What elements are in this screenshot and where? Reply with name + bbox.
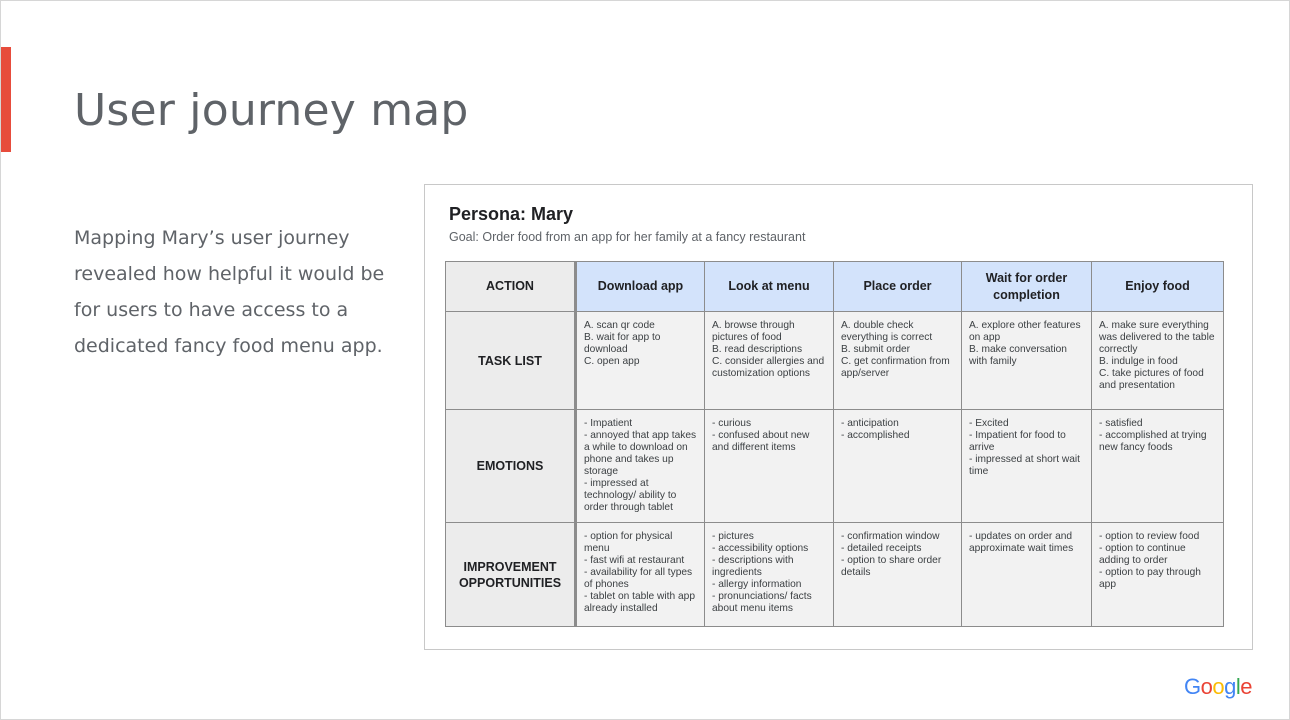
cell-line: - updates on order and approximate wait times xyxy=(969,531,1074,554)
cell-line: - option to review food xyxy=(1099,531,1200,542)
logo-letter: o xyxy=(1212,674,1225,699)
cell-line: - impressed at short wait time xyxy=(969,454,1080,477)
cell-line: - accessibility options xyxy=(712,543,809,554)
cell-line: - confirmation window xyxy=(841,531,940,542)
cell-line: - satisfied xyxy=(1099,418,1143,429)
table-row xyxy=(446,523,1224,627)
table-cell xyxy=(705,312,834,410)
cell-line: - tablet on table with app already installed xyxy=(584,591,696,614)
table-cell xyxy=(962,523,1092,627)
cell-line: - Impatient for food to arrive xyxy=(969,430,1066,453)
row-label-improvement-opportunities: IMPROVEMENT OPPORTUNITIES xyxy=(446,523,576,627)
logo-letter: o xyxy=(1200,674,1213,699)
table-cell xyxy=(962,410,1092,523)
logo-letter: G xyxy=(1183,674,1201,699)
cell-line: - accomplished at trying new fancy foods xyxy=(1099,430,1207,453)
header-action: ACTION xyxy=(446,262,576,312)
cell-line: - descriptions with ingredients xyxy=(712,555,794,578)
table-cell xyxy=(1092,410,1224,523)
google-logo xyxy=(1184,674,1252,700)
logo-letter: e xyxy=(1240,674,1252,699)
cell-line: - accomplished xyxy=(841,430,910,441)
cell-line: B. indulge in food xyxy=(1099,356,1178,367)
table-row xyxy=(446,410,1224,523)
table-cell xyxy=(834,312,962,410)
table-cell xyxy=(834,523,962,627)
cell-line: - pronunciations/ facts about menu items xyxy=(712,591,812,614)
header-enjoy-food: Enjoy food xyxy=(1092,262,1224,312)
cell-line: - fast wifi at restaurant xyxy=(584,555,685,566)
cell-line: - Excited xyxy=(969,418,1009,429)
cell-line: - Impatient xyxy=(584,418,633,429)
cell-line: - option for physical menu xyxy=(584,531,673,554)
persona-title: Persona: Mary xyxy=(449,204,574,224)
cell-line: B. make conversation with family xyxy=(969,344,1067,367)
cell-line: A. make sure everything was delivered to the table correctly xyxy=(1099,320,1215,355)
cell-line: - option to continue adding to order xyxy=(1099,543,1186,566)
cell-line: - option to share order details xyxy=(841,555,942,578)
cell-line: B. submit order xyxy=(841,344,911,355)
cell-line: B. wait for app to download xyxy=(584,332,661,355)
header-place-order: Place order xyxy=(834,262,962,312)
table-cell xyxy=(1092,523,1224,627)
slide-title: User journey map xyxy=(74,85,469,136)
title-accent-bar xyxy=(1,47,11,152)
row-label-task-list: TASK LIST xyxy=(446,312,576,410)
cell-line: - option to pay through app xyxy=(1099,567,1201,590)
cell-line: - annoyed that app takes a while to download on phone and takes up storage xyxy=(584,430,697,477)
table-cell xyxy=(576,523,705,627)
cell-line: A. double check everything is correct xyxy=(841,320,933,343)
slide-description: Mapping Mary’s user journey revealed how helpful it would be for users to have access to a dedicated fancy food menu app. xyxy=(74,227,385,357)
journey-map-figure xyxy=(424,184,1253,650)
cell-line: - availability for all types of phones xyxy=(584,567,693,590)
cell-line: C. take pictures of food and presentation xyxy=(1099,368,1204,391)
cell-line: A. scan qr code xyxy=(584,320,655,331)
cell-line: - allergy information xyxy=(712,579,802,590)
cell-line: B. read descriptions xyxy=(712,344,803,355)
header-wait-for-order: Wait for order completion xyxy=(962,262,1092,312)
cell-line: - pictures xyxy=(712,531,754,542)
table-cell xyxy=(576,410,705,523)
table-row xyxy=(446,312,1224,410)
table-cell xyxy=(962,312,1092,410)
persona-goal: Goal: Order food from an app for her family at a fancy restaurant xyxy=(449,230,806,244)
header-download-app: Download app xyxy=(576,262,705,312)
table-cell xyxy=(1092,312,1224,410)
cell-line: A. explore other features on app xyxy=(969,320,1081,343)
table-cell xyxy=(576,312,705,410)
header-look-at-menu: Look at menu xyxy=(705,262,834,312)
cell-line: - confused about new and different items xyxy=(712,430,810,453)
table-cell xyxy=(705,410,834,523)
cell-line: C. consider allergies and customization options xyxy=(712,356,825,379)
cell-line: - detailed receipts xyxy=(841,543,922,554)
cell-line: - impressed at technology/ ability to order through tablet xyxy=(584,478,677,513)
journey-map-table xyxy=(445,261,1224,627)
logo-letter: l xyxy=(1235,674,1241,699)
cell-line: C. open app xyxy=(584,356,640,367)
cell-line: C. get confirmation from app/server xyxy=(841,356,950,379)
row-label-emotions: EMOTIONS xyxy=(446,410,576,523)
logo-letter: g xyxy=(1224,674,1236,699)
table-cell xyxy=(834,410,962,523)
cell-line: - anticipation xyxy=(841,418,899,429)
cell-line: - curious xyxy=(712,418,752,429)
header-row xyxy=(446,262,1224,312)
table-cell xyxy=(705,523,834,627)
cell-line: A. browse through pictures of food xyxy=(712,320,795,343)
